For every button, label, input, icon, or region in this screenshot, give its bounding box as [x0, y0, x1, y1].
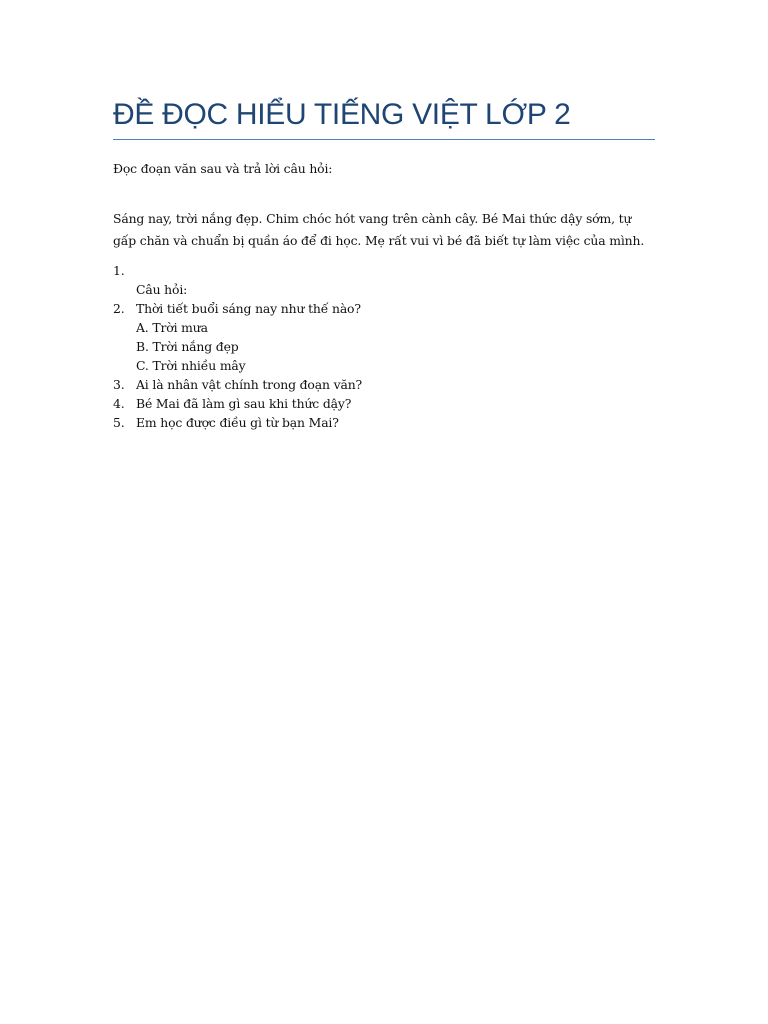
- questions-heading: Câu hỏi:: [136, 282, 188, 297]
- question-text: Bé Mai đã làm gì sau khi thức dậy?: [136, 396, 352, 411]
- list-item: [113, 356, 653, 375]
- title-underline: [113, 139, 655, 140]
- list-item: [113, 318, 653, 337]
- list-item: [113, 413, 653, 432]
- reading-passage: Sáng nay, trời nắng đẹp. Chim chóc hót vang trên cành cây. Bé Mai thức dậy sớm, tự gấp chăn và chuẩn bị quần áo để đi học. Mẹ rất vui vì bé đã biết tự làm việc của mình.: [113, 211, 645, 248]
- answer-option: B. Trời nắng đẹp: [136, 339, 239, 354]
- instruction-text: Đọc đoạn văn sau và trả lời câu hỏi:: [113, 161, 333, 176]
- list-item: [113, 375, 653, 394]
- answer-option: C. Trời nhiều mây: [136, 358, 246, 373]
- answer-option: A. Trời mưa: [136, 320, 208, 335]
- list-item: [113, 280, 653, 299]
- list-item: [113, 394, 653, 413]
- list-item-number: 4.: [113, 396, 125, 411]
- list-item: [113, 299, 653, 318]
- question-text: Ai là nhân vật chính trong đoạn văn?: [136, 377, 363, 392]
- question-list: [113, 261, 653, 432]
- list-item-number: 2.: [113, 301, 125, 316]
- list-item: [113, 261, 653, 280]
- page-title: ĐỀ ĐỌC HIỂU TIẾNG VIỆT LỚP 2: [113, 98, 571, 131]
- question-text: Thời tiết buổi sáng nay như thế nào?: [136, 301, 361, 316]
- question-text: Em học được điều gì từ bạn Mai?: [136, 415, 339, 430]
- list-item-number: 3.: [113, 377, 125, 392]
- list-item: [113, 337, 653, 356]
- list-item-number: 1.: [113, 263, 125, 278]
- list-item-number: 5.: [113, 415, 125, 430]
